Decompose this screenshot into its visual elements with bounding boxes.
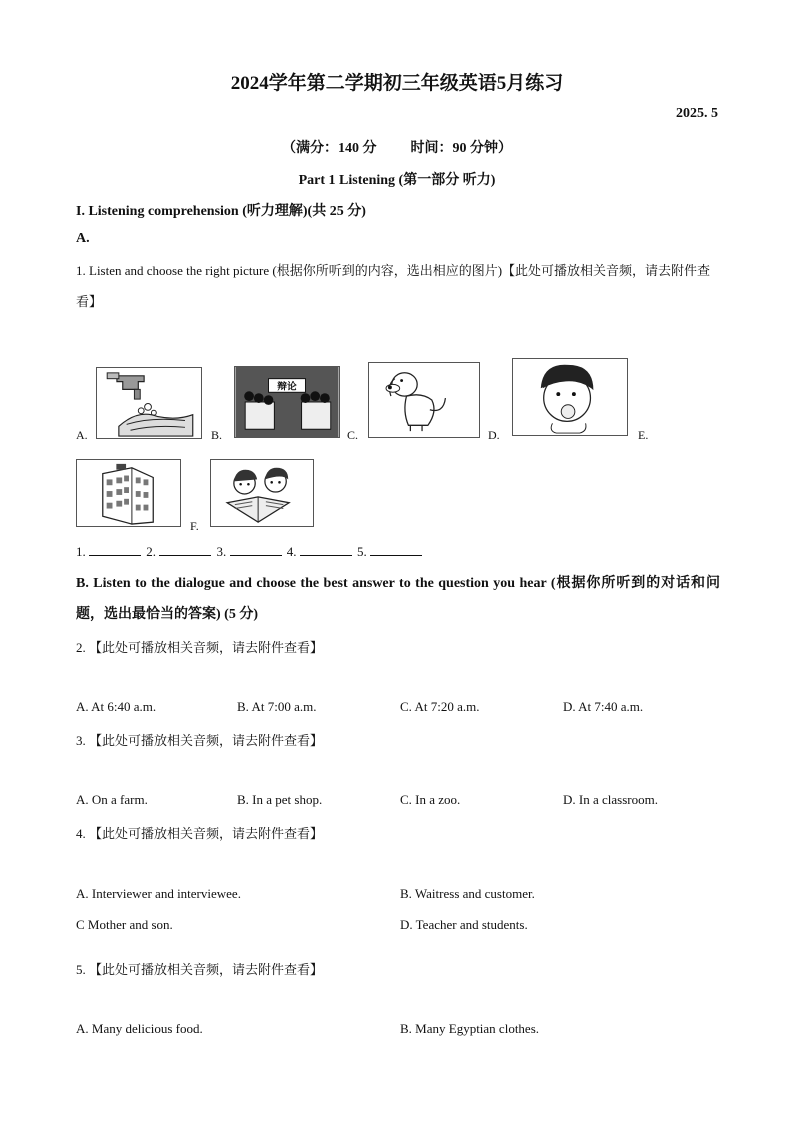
answer-blank[interactable] [300, 543, 352, 556]
picture-label-b: B. [211, 428, 223, 442]
option: A. At 6:40 a.m. [76, 699, 157, 714]
washing-hands-picture [96, 367, 202, 439]
score-info: （满分：140 分 [282, 141, 377, 156]
blank-label: 4. [286, 544, 297, 559]
time-info: 时间：90 分钟） [410, 141, 512, 156]
debate-picture [234, 366, 340, 438]
audio-note: 【此处可播放相关音频，请去附件查看】 [89, 733, 324, 748]
question-3 [76, 730, 323, 749]
page-title: 2024学年第二学期初三年级英语5月练习 [230, 73, 564, 94]
picture-label-c: C. [347, 428, 359, 442]
section-heading: I. Listening comprehension (听力理解)(共 25 分) [76, 204, 366, 219]
option: A. On a farm. [76, 792, 148, 807]
question-2 [76, 637, 323, 656]
blank-label: 5. [357, 544, 367, 559]
option: A. Interviewer and interviewee. [76, 886, 241, 901]
debate-sign-text: 辩论 [277, 381, 297, 393]
answer-blanks [76, 543, 424, 560]
option: D. In a classroom. [563, 792, 658, 807]
picture-label-a: A. [76, 428, 88, 442]
subsection-b-heading: B. Listen to the dialogue and choose the best answer to the question you hear (根据你所听到的对话和问题，选出最恰当的答案) (5 分) [76, 576, 720, 622]
question-1-instruction: 1. Listen and choose the right picture (根据你所听到的内容，选出相应的图片)【此处可播放相关音频，请去附件查看】 [76, 263, 711, 309]
option: B. In a pet shop. [237, 792, 323, 807]
option: D. At 7:40 a.m. [563, 699, 644, 714]
question-number: 3. [76, 733, 86, 748]
dog-picture [368, 362, 480, 438]
answer-blank[interactable] [230, 543, 282, 556]
question-4 [76, 823, 323, 842]
question-5 [76, 959, 323, 978]
exam-meta [0, 137, 794, 157]
answer-blank[interactable] [89, 543, 141, 556]
option: C Mother and son. [76, 917, 173, 932]
audio-note: 【此处可播放相关音频，请去附件查看】 [89, 640, 324, 655]
audio-note: 【此处可播放相关音频，请去附件查看】 [89, 962, 324, 977]
question-number: 4. [76, 826, 86, 841]
option: D. Teacher and students. [400, 917, 528, 932]
picture-label-e: E. [638, 428, 649, 442]
option: A. Many delicious food. [76, 1021, 203, 1036]
option: B. Many Egyptian clothes. [400, 1021, 540, 1036]
option: B. Waitress and customer. [400, 886, 535, 901]
picture-label-d: D. [488, 428, 500, 442]
boy-eating-picture [512, 358, 628, 436]
part-heading: Part 1 Listening (第一部分 听力) [298, 173, 496, 188]
answer-blank[interactable] [159, 543, 211, 556]
answer-blank[interactable] [370, 543, 422, 556]
option: B. At 7:00 a.m. [237, 699, 317, 714]
option: C. At 7:20 a.m. [400, 699, 480, 714]
blank-label: 3. [216, 544, 227, 559]
question-number: 5. [76, 962, 86, 977]
subsection-a-heading: A. [76, 231, 90, 246]
blank-label: 1. [76, 544, 86, 559]
blank-label: 2. [146, 544, 156, 559]
audio-note: 【此处可播放相关音频，请去附件查看】 [89, 826, 324, 841]
exam-date: 2025. 5 [676, 106, 718, 121]
reading-picture [210, 459, 314, 527]
option: C. In a zoo. [400, 792, 461, 807]
picture-label-f: F. [190, 519, 199, 533]
question-number: 2. [76, 640, 86, 655]
building-picture [76, 459, 181, 527]
